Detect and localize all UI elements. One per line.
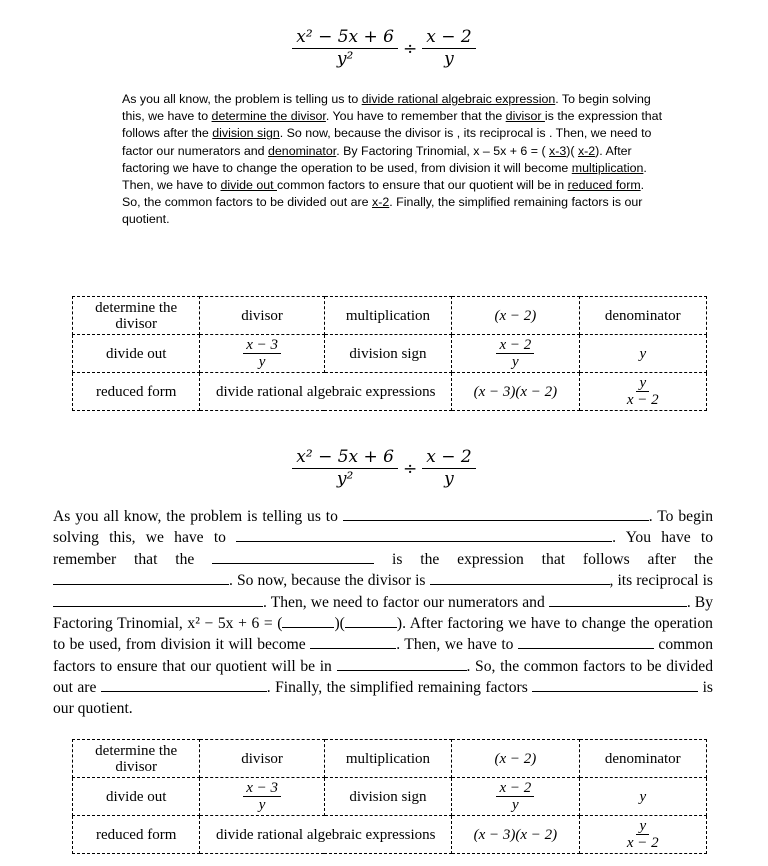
text: To begin solving this, we have to [53,508,713,547]
text: As you all know, the problem is telling us to [53,508,343,525]
text: . To begin solving this, we have to [122,92,651,124]
word-cell: determine the divisor [73,740,200,778]
text: . Then, we need to factor our numerators and [263,593,549,611]
word-cell: divide rational algebraic expressions [200,373,452,411]
denominator: x − 2 [626,392,659,408]
text: is the expression that follows after the [374,550,713,568]
text: common factors to ensure that our quotient will be in [53,636,713,675]
word-cell: divide out [73,335,200,373]
word-cell: multiplication [324,297,451,335]
left-fraction [292,448,398,490]
division-operator: ÷ [403,458,418,479]
blank-field[interactable] [337,656,467,671]
word-cell: y [579,335,706,373]
text: . By Factoring Trinomial, x – 5x + 6 = ( [336,143,550,158]
word-cell: (x − 3)(x − 2) [452,373,579,411]
text: )( [334,615,345,633]
blank-field[interactable] [310,634,396,649]
word-cell [200,335,324,373]
text: is the expression that follows after the [122,109,663,141]
text: . So now, because the divisor is , its reciprocal is . Then, we need to factor our numerators and [122,126,652,158]
blank-paragraph [53,506,713,719]
answered-paragraph [122,91,662,229]
numerator: x − 3 [243,337,281,354]
division-operator: ÷ [403,38,418,59]
right-numerator: x − 2 [422,28,475,49]
word-cell: reduced form [73,373,200,411]
expression-top [0,28,768,70]
text: As you all know, the problem is telling us to [122,92,362,106]
word-cell [579,373,706,411]
fraction [496,780,534,813]
right-denominator: y [444,468,454,489]
word-bank-table-2 [72,739,707,854]
answer: denominator [268,143,337,158]
left-fraction [292,28,398,70]
blank-field[interactable] [343,506,649,521]
left-numerator: x² − 5x + 6 [292,448,398,469]
numerator: y [636,818,649,835]
right-denominator: y [444,48,454,69]
word-cell: (x − 2) [452,740,579,778]
text: . [648,508,653,525]
fraction [243,780,281,813]
text: . You have to remember that the [325,109,506,124]
fraction [496,337,534,370]
word-cell: denominator [579,740,706,778]
blank-field[interactable] [282,613,334,628]
blank-field[interactable] [532,677,698,692]
blank-field[interactable] [549,592,687,607]
word-cell: divide rational algebraic expressions [200,816,452,854]
text: ). After factoring we have to change the operation to be used, from division it will become [122,143,632,175]
word-cell [200,778,324,816]
numerator: x − 3 [243,780,281,797]
expression-middle [0,448,768,490]
text: ). After factoring we have to change the operation to be used, from division it will become [53,615,713,654]
word-cell: determine the divisor [73,297,200,335]
answer: reduced form [567,178,641,193]
text: . By Factoring Trinomial, x² − 5x + 6 = ( [53,593,714,633]
numerator: y [636,375,649,392]
text: . So, the common factors to be divided out are [53,657,713,697]
blank-field[interactable] [518,634,654,649]
word-cell: division sign [324,335,451,373]
blank-field[interactable] [345,613,397,628]
word-cell: reduced form [73,816,200,854]
text: . So now, because the divisor is [229,572,430,590]
text: . [612,529,617,547]
word-cell [452,335,579,373]
numerator: x − 2 [496,337,534,354]
left-denominator: y² [336,468,354,489]
denominator: y [258,354,266,370]
denominator: y [258,797,266,813]
left-denominator: y² [336,48,354,69]
blank-field[interactable] [212,549,374,564]
text: . Then, we have to [122,160,647,193]
word-cell [579,816,706,854]
answer: divisor [505,109,545,124]
fraction [243,337,281,370]
left-numerator: x² − 5x + 6 [292,28,398,49]
text: , its reciprocal is [609,572,713,590]
fraction [627,375,659,408]
answer: determine the divisor [211,109,326,124]
blank-field[interactable] [101,677,267,692]
text: . Finally, the simplified remaining factors is our quotient. [122,195,643,227]
denominator: y [512,797,519,813]
answer: x-2 [577,143,596,158]
blank-field[interactable] [236,527,612,542]
right-fraction [422,448,475,490]
answer: divide rational algebraic expression [361,92,556,106]
text: is our quotient. [53,679,713,717]
word-cell: denominator [579,297,706,335]
word-cell: multiplication [324,740,451,778]
text: . Then, we have to [396,636,518,654]
text: common factors to ensure that our quotient will be in [276,178,568,193]
blank-field[interactable] [430,570,610,585]
answer: x-2 [372,195,390,210]
answer: multiplication [571,160,644,175]
answer: x-3 [549,143,567,158]
word-cell: divisor [200,297,324,335]
numerator: x − 2 [496,780,534,797]
text: . So, the common factors to be divided out are [122,178,645,210]
denominator: y [512,354,519,370]
word-cell: (x − 3)(x − 2) [452,816,579,854]
denominator: x − 2 [626,835,659,851]
word-cell [452,778,579,816]
word-bank-table-1 [72,296,707,411]
word-cell: y [579,778,706,816]
word-cell: (x − 2) [452,297,579,335]
word-cell: divide out [73,778,200,816]
fraction [627,818,659,851]
text: You have to remember that the [53,529,714,568]
word-cell: division sign [324,778,451,816]
text: . Finally, the simplified remaining factors [266,679,533,697]
right-numerator: x − 2 [422,448,475,469]
blank-field[interactable] [53,570,229,585]
answer: divide out [220,178,277,193]
answer: division sign [212,126,280,141]
text: )( [566,143,578,158]
word-cell: divisor [200,740,324,778]
right-fraction [422,28,475,70]
blank-field[interactable] [53,592,263,607]
